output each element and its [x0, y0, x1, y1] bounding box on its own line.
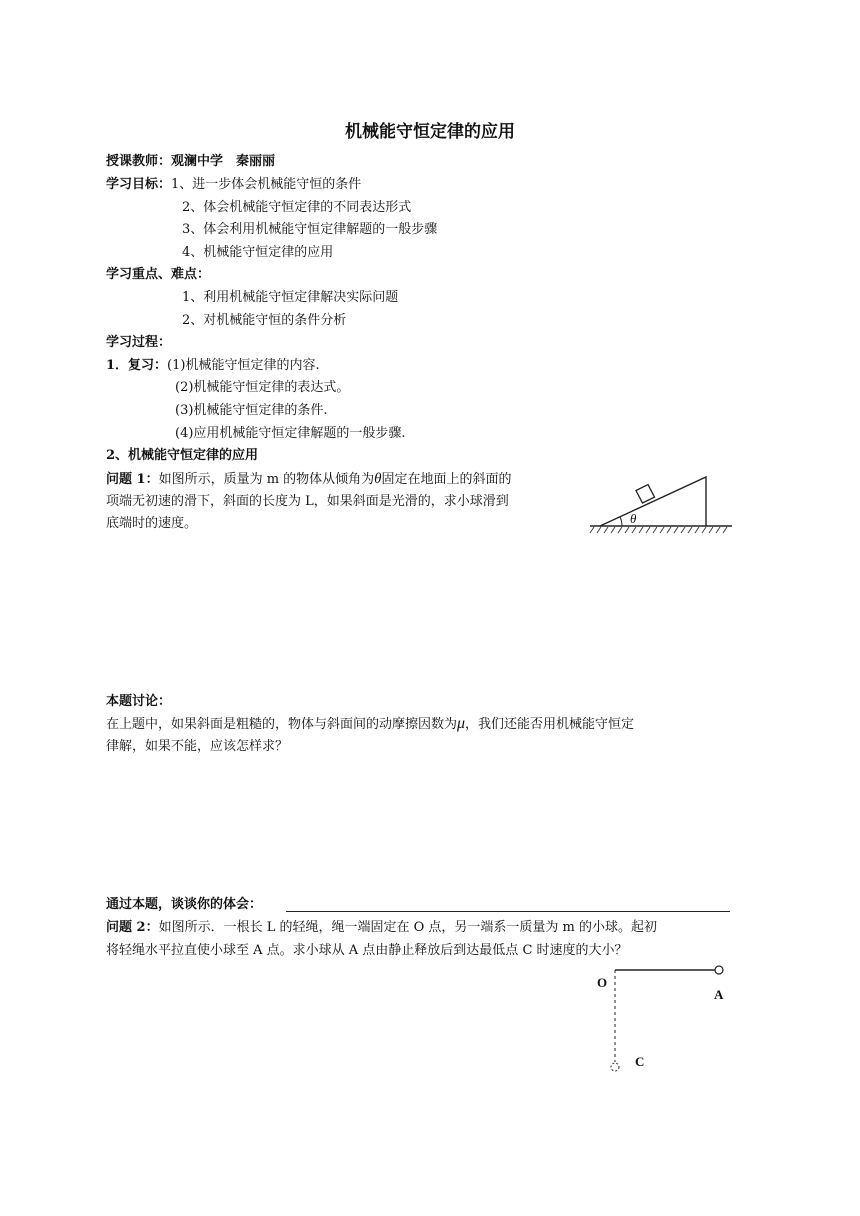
- teacher-line: [106, 154, 275, 170]
- problem1-line: [106, 471, 512, 488]
- teacher-label: 授课教师：: [106, 154, 172, 169]
- point-c-label: C: [635, 1054, 645, 1069]
- process-label: 学习过程：: [106, 335, 172, 350]
- angle-arc: [620, 517, 622, 526]
- problem1-line: 底端时的速度。: [106, 516, 198, 531]
- review-label: 1．复习：: [106, 358, 168, 373]
- problem2-line: 将轻绳水平拉直使小球至 A 点。求小球从 A 点由静止释放后到达最低点 C 时速度的大小？: [106, 943, 628, 958]
- review-item: (4)应用机械能守恒定律解题的一般步骤.: [175, 426, 406, 441]
- reflection-label: 通过本题，谈谈你的体会：: [106, 897, 263, 912]
- review-item: (1)机械能守恒定律的内容.: [167, 358, 320, 373]
- point-a-label: A: [714, 987, 724, 1002]
- discussion-text: ，我们还能否用机械能守恒定: [465, 717, 635, 732]
- objectives-first-line: [106, 177, 361, 193]
- discussion-line: 律解，如果不能，应该怎样求？: [106, 739, 289, 754]
- key-point-item: 2、对机械能守恒的条件分析: [182, 313, 347, 328]
- objectives-label: 学习目标：: [106, 177, 172, 192]
- discussion-line: [106, 716, 634, 733]
- objective-item: 1、进一步体会机械能守恒的条件: [171, 177, 362, 192]
- objective-item: 2、体会机械能守恒定律的不同表达形式: [182, 200, 412, 215]
- key-point-item: 1、利用机械能守恒定律解决实际问题: [182, 290, 399, 305]
- problem2-text: 如图所示．一根长 L 的轻绳，绳一端固定在 O 点，另一端系一质量为 m 的小球。起初: [158, 920, 657, 935]
- theta-symbol: θ: [374, 471, 382, 487]
- objective-item: 4、机械能守恒定律的应用: [182, 245, 334, 260]
- angle-label: θ: [630, 511, 637, 526]
- problem1-text: 如图所示，质量为 m 的物体从倾角为: [158, 472, 375, 487]
- section-heading: 2、机械能守恒定律的应用: [106, 448, 259, 463]
- problem1-text: 固定在地面上的斜面的: [381, 472, 512, 487]
- ball-at-a: [715, 966, 723, 974]
- incline-triangle: [600, 477, 706, 526]
- incline-figure: [586, 470, 736, 538]
- problem1-label: 问题 1：: [106, 472, 159, 487]
- review-first-line: [106, 358, 320, 374]
- problem2-label: 问题 2：: [106, 920, 159, 935]
- ground-hatching: [590, 527, 727, 533]
- discussion-text: 在上题中，如果斜面是粗糙的，物体与斜面间的动摩擦因数为: [106, 717, 458, 732]
- teacher-value: 观澜中学 秦丽丽: [171, 154, 276, 169]
- point-o-label: O: [597, 975, 608, 990]
- mu-symbol: μ: [457, 715, 466, 732]
- problem1-line: 项端无初速的滑下，斜面的长度为 L，如果斜面是光滑的，求小球滑到: [106, 494, 509, 509]
- block-mass: [636, 485, 655, 503]
- review-item: (2)机械能守恒定律的表达式。: [175, 380, 350, 395]
- pendulum-figure: [590, 960, 740, 1080]
- page-title: 机械能守恒定律的应用: [345, 122, 515, 142]
- key-points-label: 学习重点、难点：: [106, 267, 211, 282]
- problem2-line: [106, 920, 657, 936]
- ball-at-c: [611, 1063, 619, 1071]
- objective-item: 3、体会利用机械能守恒定律解题的一般步骤: [182, 222, 438, 237]
- discussion-label: 本题讨论：: [106, 694, 172, 709]
- reflection-answer-line[interactable]: [286, 911, 730, 912]
- review-item: (3)机械能守恒定律的条件.: [175, 403, 328, 418]
